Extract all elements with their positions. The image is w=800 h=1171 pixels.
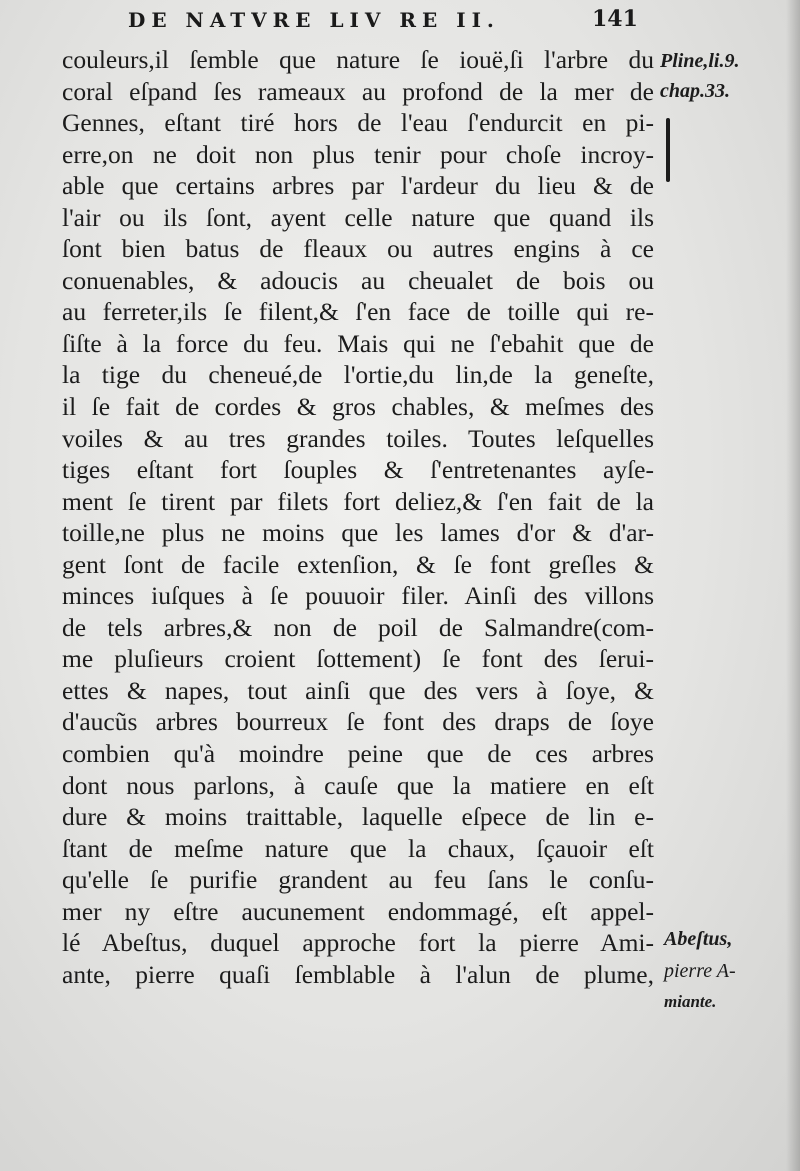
text-line: l'air ou ils ſont, ayent celle nature que quand ils [62,202,654,232]
text-line: gent ſont de facile extenſion, & ſe font greſles & [62,549,654,579]
page-header [0,6,800,38]
text-line: lé Abeſtus, duquel approche fort la pierre Ami- [62,928,654,958]
text-line: combien qu'à moindre peine que de ces arbres [62,739,654,769]
text-line: de tels arbres,& non de poil de Salmandre(com- [62,612,654,642]
text-line: toille,ne plus ne moins que les lames d'or & d'ar- [62,518,654,548]
text-line: ſont bien batus de fleaux ou autres engins à ce [62,234,654,264]
text-line: erre,on ne doit non plus tenir pour choſe incroy- [62,139,654,169]
text-line: la tige du cheneué,de l'ortie,du lin,de la geneſte, [62,360,654,390]
text-line: mer ny eſtre aucunement endommagé, eſt appel- [62,896,654,926]
text-line: Gennes, eſtant tiré hors de l'eau ſ'endurcit en pi- [62,108,654,138]
page-edge-shadow [786,0,800,1171]
text-line: ment ſe tirent par filets fort deliez,& ſ'en fait de la [62,486,654,516]
text-line: ante, pierre quaſi ſemblable à l'alun de plume, [62,959,654,989]
text-line: ſtant de meſme nature que la chaux, ſçauoir eſt [62,833,654,863]
margin-note-pierre: pierre A- [664,960,736,982]
text-line: minces iuſques à ſe pouuoir filer. Ainſi des villons [62,581,654,611]
text-line: il ſe fait de cordes & gros chables, & meſmes des [62,392,654,422]
text-line: coral eſpand ſes rameaux au profond de la mer de [62,76,654,106]
margin-bracket [666,118,670,182]
text-line: tiges eſtant fort ſouples & ſ'entretenantes ayſe- [62,455,654,485]
margin-note-amiante: miante. [664,992,717,1011]
margin-note-reference: Pline,li.9. [660,50,740,72]
text-line: qu'elle ſe purifie grandent au feu ſans le conſu- [62,865,654,895]
text-line: able que certains arbres par l'ardeur du lieu & de [62,171,654,201]
running-head: DE NATVRE LIV RE II. [128,8,500,32]
text-line: conuenables, & adoucis au cheualet de bois ou [62,265,654,295]
margin-note-abestus: Abeſtus, [664,928,733,950]
text-line: dont nous parlons, à cauſe que la matiere en eſt [62,770,654,800]
text-line: couleurs,il ſemble que nature ſe ioue͏̈,ſi l'arbre du [62,45,654,74]
body-text [62,44,654,990]
text-line: me pluſieurs croient ſottement) ſe font des ſerui- [62,644,654,674]
page-number: 141 [592,6,638,32]
text-line: d'aucũs arbres bourreux ſe font des draps de ſoye [62,707,654,737]
text-line: ettes & napes, tout ainſi que des vers à ſoye, & [62,675,654,705]
text-line: dure & moins traittable, laquelle eſpece de lin e- [62,802,654,832]
text-line: voiles & au tres grandes toiles. Toutes leſquelles [62,423,654,453]
text-line: au ferreter,ils ſe filent,& ſ'en face de toille qui re- [62,297,654,327]
text-line: ſiſte à la force du feu. Mais qui ne ſ'ebahit que de [62,328,654,358]
margin-note-reference-chapter: chap.33. [660,80,730,102]
